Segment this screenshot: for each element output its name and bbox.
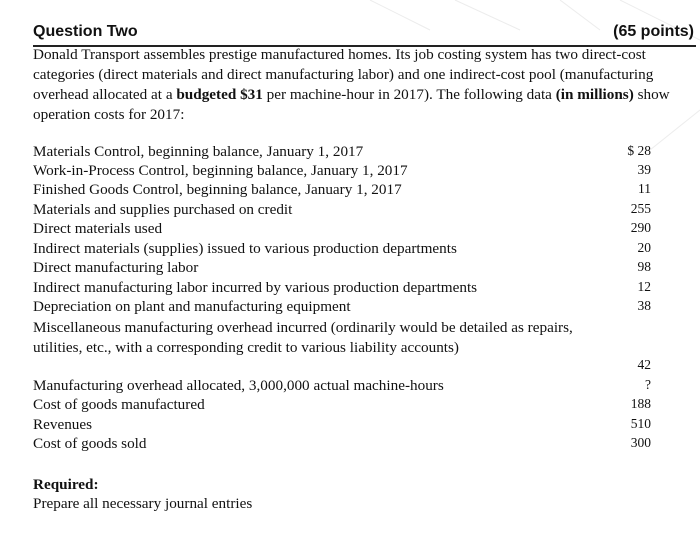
data-row-label: Materials and supplies purchased on credit (33, 201, 293, 218)
data-row-label: Manufacturing overhead allocated, 3,000,000 actual machine-hours (33, 377, 444, 394)
data-row (0, 162, 700, 182)
data-row-value: ? (645, 377, 651, 392)
data-row (0, 396, 700, 416)
intro-bold-rate: budgeted $31 (176, 86, 263, 103)
data-row-value: 20 (637, 240, 651, 255)
data-row-label: Direct materials used (33, 220, 163, 237)
intro-bold-units: (in millions) (555, 86, 634, 103)
data-row-label: Direct manufacturing labor (33, 259, 199, 276)
data-row-label: Finished Goods Control, beginning balance, January 1, 2017 (33, 181, 402, 198)
data-row-label: Cost of goods manufactured (33, 396, 205, 413)
data-row (0, 259, 700, 279)
data-row-label: Indirect manufacturing labor incurred by various production departments (33, 279, 478, 296)
question-intro (33, 45, 695, 125)
question-points: (65 points) (613, 23, 694, 40)
data-row-label: Work-in-Process Control, beginning balance, January 1, 2017 (33, 162, 408, 179)
data-row-value: 290 (630, 220, 651, 235)
data-row-value: 510 (630, 416, 651, 431)
intro-text-3: show operation costs for 2017: (33, 86, 670, 123)
data-row (0, 377, 700, 397)
misc-overhead-value: 42 (637, 357, 651, 372)
question-header (33, 21, 696, 47)
data-row (0, 240, 700, 260)
data-row-value: 300 (630, 435, 651, 450)
data-row-value: 255 (630, 201, 651, 216)
data-row-value: 38 (637, 298, 651, 313)
data-row-label: Revenues (33, 416, 93, 433)
data-row (0, 435, 700, 455)
data-row-value: 188 (630, 396, 651, 411)
data-row-value: 12 (637, 279, 651, 294)
data-row-value: 98 (637, 259, 651, 274)
data-row (0, 143, 700, 163)
data-row (0, 279, 700, 299)
required-text: Prepare all necessary journal entries (33, 495, 253, 512)
intro-text-1: Donald Transport assembles prestige manufactured homes. Its job costing system has two direct-cost categories (direct materials and direct manufacturing labor) and one indirect-cost pool (manufacturing overhead allocated at a (33, 46, 654, 103)
data-row (0, 181, 700, 201)
data-row (0, 201, 700, 221)
data-row-label: Cost of goods sold (33, 435, 147, 452)
question-title: Question Two (33, 23, 138, 40)
intro-text-2: per machine-hour in 2017). The following data (262, 86, 556, 103)
data-row-value: 11 (638, 181, 651, 196)
required-heading: Required: (33, 476, 99, 493)
data-row-value: 39 (637, 162, 651, 177)
data-row-label: Indirect materials (supplies) issued to various production departments (33, 240, 457, 257)
data-row-label: Depreciation on plant and manufacturing equipment (33, 298, 351, 315)
data-row-label: Materials Control, beginning balance, January 1, 2017 (33, 143, 364, 160)
data-row-value: $ 28 (627, 143, 651, 158)
data-row (0, 416, 700, 436)
data-row (0, 220, 700, 240)
data-row (0, 298, 700, 318)
misc-overhead-label: Miscellaneous manufacturing overhead incurred (ordinarily would be detailed as repairs, utilities, etc., with a corresponding credit to various liability accounts) (33, 319, 573, 356)
